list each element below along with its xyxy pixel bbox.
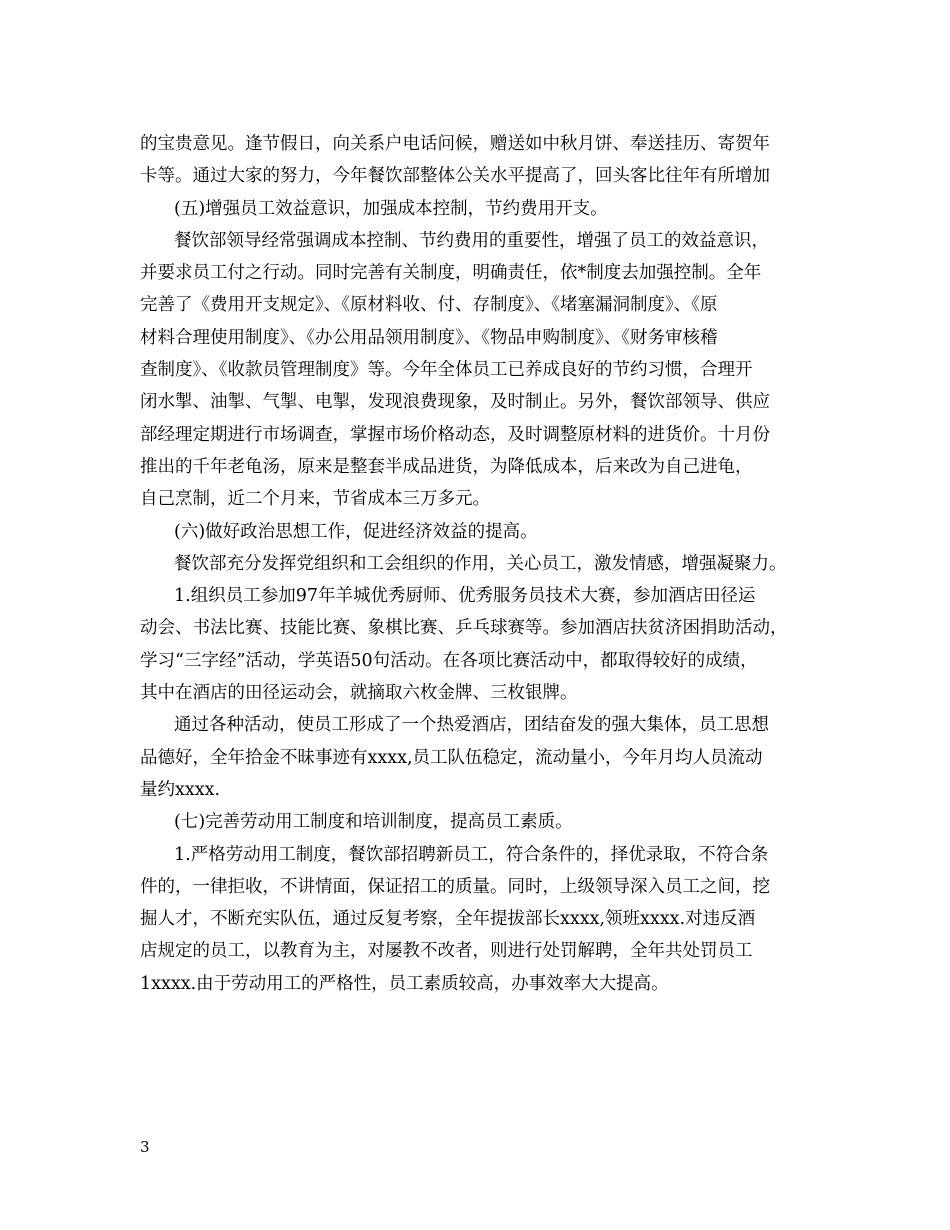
text-line: 材料合理使用制度》、《办公用品领用制度》、《物品申购制度》、《财务审核稽 — [140, 327, 718, 348]
text-line: 1.组织员工参加97年羊城优秀厨师、优秀服务员技术大赛，参加酒店田径运 — [174, 586, 756, 607]
text-line: 部经理定期进行市场调查，掌握市场价格动态，及时调整原材料的进货价。十月份 — [140, 424, 770, 445]
text-line: 自己烹制，近二个月来，节省成本三万多元。 — [140, 489, 490, 510]
text-line: 品德好，全年拾金不昧事迹有xxxx,员工队伍稳定，流动量小，今年月均人员流动 — [140, 747, 763, 768]
text-line: 餐饮部领导经常强调成本控制、节约费用的重要性，增强了员工的效益意识， — [174, 230, 769, 251]
text-line: 1.严格劳动用工制度，餐饮部招聘新员工，符合条件的，择优录取，不符合条 — [174, 844, 769, 865]
text-line: 量约xxxx. — [140, 779, 221, 800]
text-line: 件的，一律拒收，不讲情面，保证招工的质量。同时，上级领导深入员工之间，挖 — [140, 876, 770, 897]
text-line: 通过各种活动，使员工形成了一个热爱酒店，团结奋发的强大集体，员工思想 — [174, 715, 769, 736]
text-line: 动会、书法比赛、技能比赛、象棋比赛、乒乓球赛等。参加酒店扶贫济困捐助活动， — [140, 618, 788, 639]
text-line: (六)做好政治思想工作，促进经济效益的提高。 — [174, 521, 538, 542]
text-line: 掘人才，不断充实队伍，通过反复考察，全年提拔部长xxxx,领班xxxx.对违反酒 — [140, 909, 756, 930]
text-line: 推出的千年老龟汤，原来是整套半成品进货，为降低成本，后来改为自己进龟， — [140, 456, 753, 477]
text-line: 的宝贵意见。逢节假日，向关系户电话问候，赠送如中秋月饼、奉送挂历、寄贺年 — [140, 134, 770, 154]
text-line: 1xxxx.由于劳动用工的严格性，员工素质较高，办事效率大大提高。 — [140, 973, 669, 994]
text-line: 并要求员工付之行动。同时完善有关制度，明确责任，依*制度去加强控制。全年 — [140, 263, 762, 284]
text-line: 完善了《费用开支规定》、《原材料收、付、存制度》、《堵塞漏洞制度》、《原 — [140, 295, 718, 316]
text-line: 其中在酒店的田径运动会，就摘取六枚金牌、三枚银牌。 — [140, 683, 578, 704]
text-line: 卡等。通过大家的努力，今年餐饮部整体公关水平提高了，回头客比往年有所增加 — [140, 166, 770, 187]
text-line: 餐饮部充分发挥党组织和工会组织的作用，关心员工，激发情感，增强凝聚力。 — [174, 553, 787, 574]
text-line: 查制度》、《收款员管理制度》等。今年全体员工已养成良好的节约习惯，合理开 — [140, 360, 753, 381]
page-number: 3 — [140, 1138, 150, 1156]
document-body — [140, 128, 820, 1000]
text-line: 店规定的员工，以教育为主，对屡教不改者，则进行处罚解聘，全年共处罚员工 — [140, 941, 753, 962]
text-line: 学习“三字经”活动，学英语50句活动。在各项比赛活动中，都取得较好的成绩， — [140, 650, 758, 671]
text-line: 闭水掣、油掣、气掣、电掣，发现浪费现象，及时制止。另外，餐饮部领导、供应 — [140, 392, 770, 413]
text-line: (七)完善劳动用工制度和培训制度，提高员工素质。 — [174, 812, 573, 833]
text-line: (五)增强员工效益意识，加强成本控制，节约费用开支。 — [174, 198, 608, 219]
